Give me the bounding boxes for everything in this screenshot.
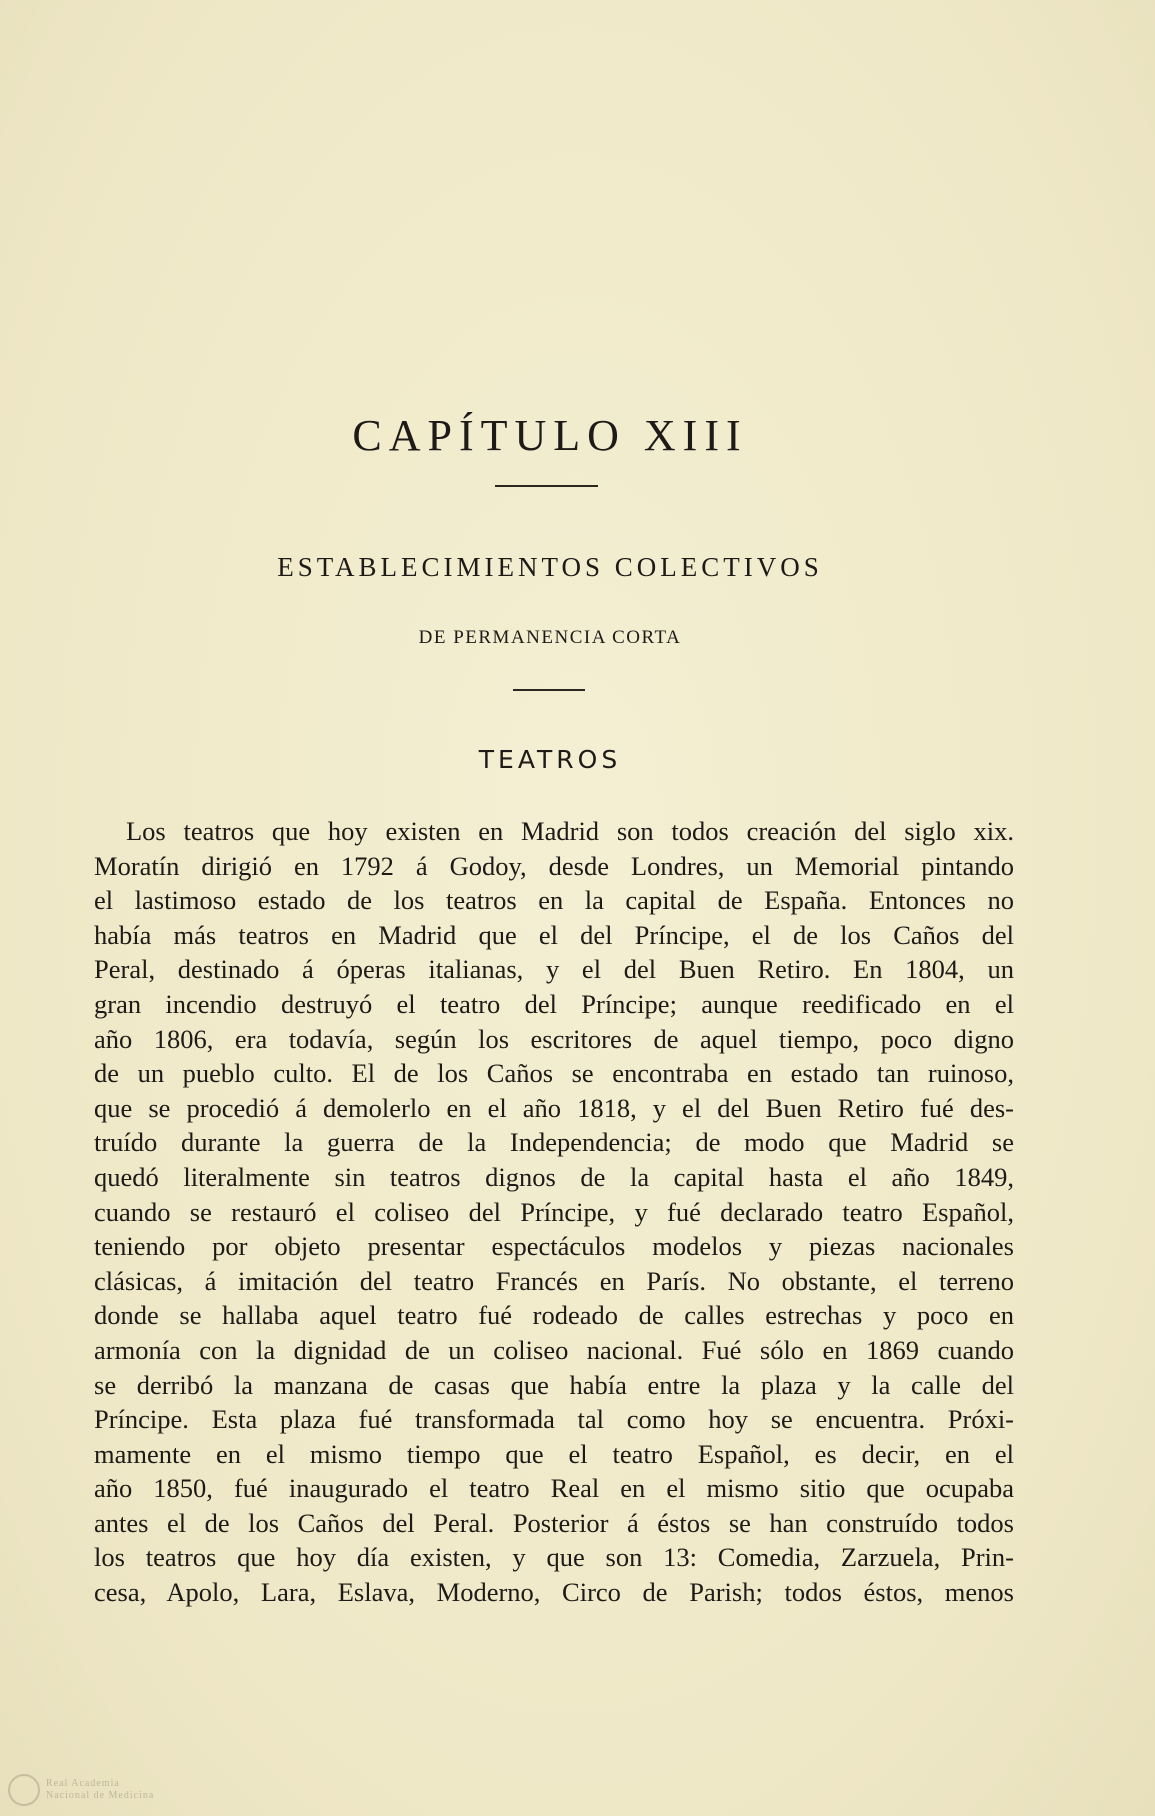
- seal-icon: [8, 1774, 40, 1806]
- text-line: año 1806, era todavía, según los escritores de aquel tiempo, poco digno: [94, 1023, 1014, 1054]
- text-line: Príncipe. Esta plaza fué transformada tal como hoy se encuentra. Próxi-: [94, 1404, 1014, 1435]
- text-line: mamente en el mismo tiempo que el teatro Español, es decir, en el: [94, 1438, 1014, 1469]
- text-line: que se procedió á demolerlo en el año 1818, y el del Buen Retiro fué des-: [94, 1092, 1014, 1123]
- text-line: cesa, Apolo, Lara, Eslava, Moderno, Circo de Parish; todos éstos, menos: [94, 1577, 1014, 1608]
- text-line: armonía con la dignidad de un coliseo nacional. Fué sólo en 1869 cuando: [94, 1334, 1014, 1365]
- text-line: gran incendio destruyó el teatro del Príncipe; aunque reedificado en el: [94, 988, 1014, 1019]
- text-line: Los teatros que hoy existen en Madrid son todos creación del siglo xix.: [126, 816, 1014, 846]
- watermark-line: Nacional de Medicina: [46, 1790, 155, 1801]
- chapter-title: CAPÍTULO XIII: [352, 411, 748, 460]
- library-watermark: [8, 1774, 154, 1806]
- text-line: teniendo por objeto presentar espectáculos modelos y piezas nacionales: [94, 1231, 1014, 1262]
- text-line: truído durante la guerra de la Independencia; de modo que Madrid se: [94, 1127, 1014, 1158]
- text-line: había más teatros en Madrid que el del Príncipe, el de los Caños del: [94, 919, 1014, 950]
- divider-rule: [495, 485, 598, 487]
- divider-rule: [513, 689, 585, 691]
- body-paragraph: [94, 814, 1014, 1610]
- watermark-line: Real Academia: [46, 1778, 120, 1789]
- text-line: donde se hallaba aquel teatro fué rodeado de calles estrechas y poco en: [94, 1300, 1014, 1331]
- watermark-text: [46, 1778, 154, 1802]
- section-subtitle: DE PERMANENCIA CORTA: [418, 627, 682, 648]
- subject-title: TEATROS: [478, 745, 622, 774]
- text-line: Peral, destinado á óperas italianas, y el del Buen Retiro. En 1804, un: [94, 954, 1014, 985]
- text-line: Moratín dirigió en 1792 á Godoy, desde Londres, un Memorial pintando: [94, 850, 1014, 881]
- text-line: los teatros que hoy día existen, y que son 13: Comedia, Zarzuela, Prin-: [94, 1542, 1014, 1573]
- section-title: ESTABLECIMIENTOS COLECTIVOS: [277, 552, 823, 582]
- text-line: el lastimoso estado de los teatros en la capital de España. Entonces no: [94, 885, 1014, 916]
- text-line: cuando se restauró el coliseo del Príncipe, y fué declarado teatro Español,: [94, 1196, 1014, 1227]
- text-line: año 1850, fué inaugurado el teatro Real en el mismo sitio que ocupaba: [94, 1473, 1014, 1504]
- text-line: clásicas, á imitación del teatro Francés en París. No obstante, el terreno: [94, 1265, 1014, 1296]
- text-line: quedó literalmente sin teatros dignos de la capital hasta el año 1849,: [94, 1161, 1014, 1192]
- text-line: se derribó la manzana de casas que había entre la plaza y la calle del: [94, 1369, 1014, 1400]
- text-line: antes el de los Caños del Peral. Posterior á éstos se han construído todos: [94, 1507, 1014, 1538]
- text-line: de un pueblo culto. El de los Caños se encontraba en estado tan ruinoso,: [94, 1058, 1014, 1089]
